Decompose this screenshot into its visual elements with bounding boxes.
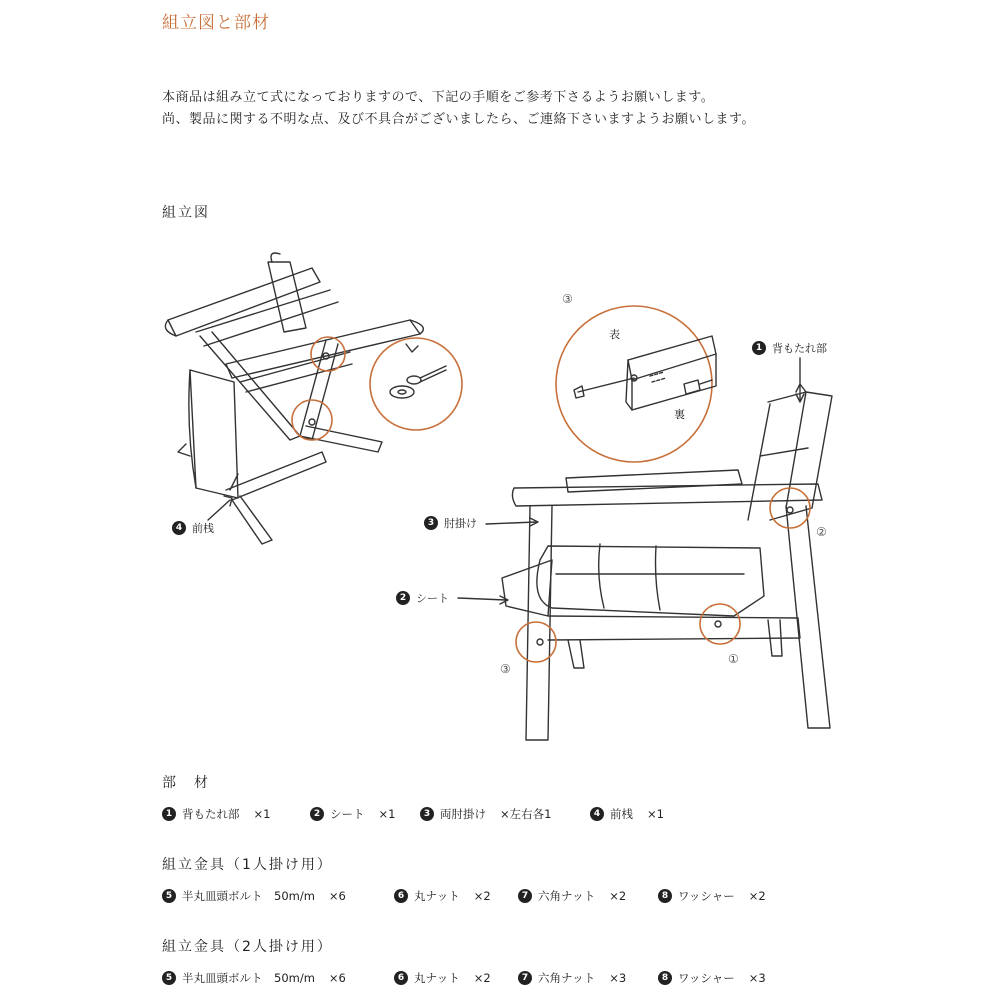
- list-item: [162, 888, 346, 904]
- side-frame-drawing: [165, 253, 423, 544]
- part-name: 半丸皿頭ボルト 50m/m: [182, 971, 315, 985]
- leader-arrows: [208, 358, 804, 604]
- part-qty: ×2: [473, 889, 491, 903]
- part-qty: ×1: [378, 807, 396, 821]
- part-name: 六角ナット: [538, 971, 596, 985]
- bolt-detail: [574, 336, 716, 410]
- parts-heading: 部 材: [162, 775, 210, 791]
- number-badge: 3: [420, 807, 434, 821]
- number-badge: 3: [424, 516, 438, 530]
- part-name: 両肘掛け: [440, 807, 486, 821]
- number-badge: 6: [394, 971, 408, 985]
- part-qty: ×1: [253, 807, 271, 821]
- number-badge: 8: [658, 889, 672, 903]
- label-text: シート: [416, 592, 449, 605]
- number-badge: 5: [162, 889, 176, 903]
- hardware-single-heading: 組立金具（1人掛け用）: [162, 857, 333, 873]
- label-detail-front: 表: [609, 328, 620, 341]
- list-item: [394, 888, 491, 904]
- hardware-single-row: [162, 888, 862, 908]
- circle-ref: ①: [728, 652, 739, 666]
- parts-row: [162, 806, 862, 826]
- list-item: [518, 970, 626, 986]
- part-name: ワッシャー: [678, 971, 735, 985]
- number-badge: 4: [172, 521, 186, 535]
- washer-detail: [390, 344, 446, 398]
- armchair-drawing: [502, 384, 832, 740]
- number-badge: 6: [394, 889, 408, 903]
- label-text: 前桟: [192, 522, 214, 535]
- part-name: 六角ナット: [538, 889, 596, 903]
- label-text: 肘掛け: [444, 517, 477, 530]
- part-qty: ×1: [647, 807, 664, 821]
- intro-line-1: 本商品は組み立て式になっておりますので、下記の手順をご参考下さるようお願いします。: [162, 90, 715, 105]
- list-item: [394, 970, 491, 986]
- list-item: [162, 806, 270, 822]
- part-qty: ×3: [609, 971, 627, 985]
- circle-ref: ③: [562, 292, 573, 306]
- part-name: 半丸皿頭ボルト 50m/m: [182, 889, 315, 903]
- intro-line-2: 尚、製品に関する不明な点、及び不具合がございましたら、ご連絡下さいますようお願いします。: [162, 112, 755, 127]
- list-item: [310, 806, 395, 822]
- part-name: 丸ナット: [414, 889, 460, 903]
- part-name: シート: [330, 807, 365, 821]
- part-qty: ×6: [328, 889, 346, 903]
- label-backrest: [752, 340, 827, 356]
- part-qty: ×2: [748, 889, 766, 903]
- part-name: 丸ナット: [414, 971, 460, 985]
- hardware-double-heading: 組立金具（2人掛け用）: [162, 939, 333, 955]
- page-title: 組立図と部材: [162, 13, 270, 33]
- number-badge: 7: [518, 971, 532, 985]
- part-qty: ×2: [473, 971, 491, 985]
- hardware-double-row: [162, 970, 862, 990]
- number-badge: 8: [658, 971, 672, 985]
- number-badge: 4: [590, 807, 604, 821]
- part-qty: ×2: [609, 889, 627, 903]
- number-badge: 7: [518, 889, 532, 903]
- list-item: [420, 806, 551, 822]
- label-seat: [396, 590, 449, 606]
- number-badge: 1: [752, 341, 766, 355]
- list-item: [162, 970, 346, 986]
- diagram-heading: 組立図: [162, 205, 210, 221]
- list-item: [518, 888, 626, 904]
- part-name: 背もたれ部: [182, 807, 240, 821]
- label-front-rail: [172, 520, 214, 536]
- part-name: 前桟: [610, 807, 633, 821]
- list-item: [658, 888, 766, 904]
- label-armrest: [424, 515, 477, 531]
- number-badge: 2: [396, 591, 410, 605]
- circle-ref: ②: [816, 525, 827, 539]
- part-qty: ×3: [748, 971, 766, 985]
- label-text: 背もたれ部: [772, 342, 827, 355]
- part-name: ワッシャー: [678, 889, 735, 903]
- number-badge: 1: [162, 807, 176, 821]
- circle-ref: ③: [500, 662, 511, 676]
- number-badge: 2: [310, 807, 324, 821]
- part-qty: ×左右各1: [500, 807, 552, 821]
- list-item: [590, 806, 664, 822]
- list-item: [658, 970, 766, 986]
- part-qty: ×6: [328, 971, 346, 985]
- label-detail-back: 裏: [674, 408, 685, 421]
- number-badge: 5: [162, 971, 176, 985]
